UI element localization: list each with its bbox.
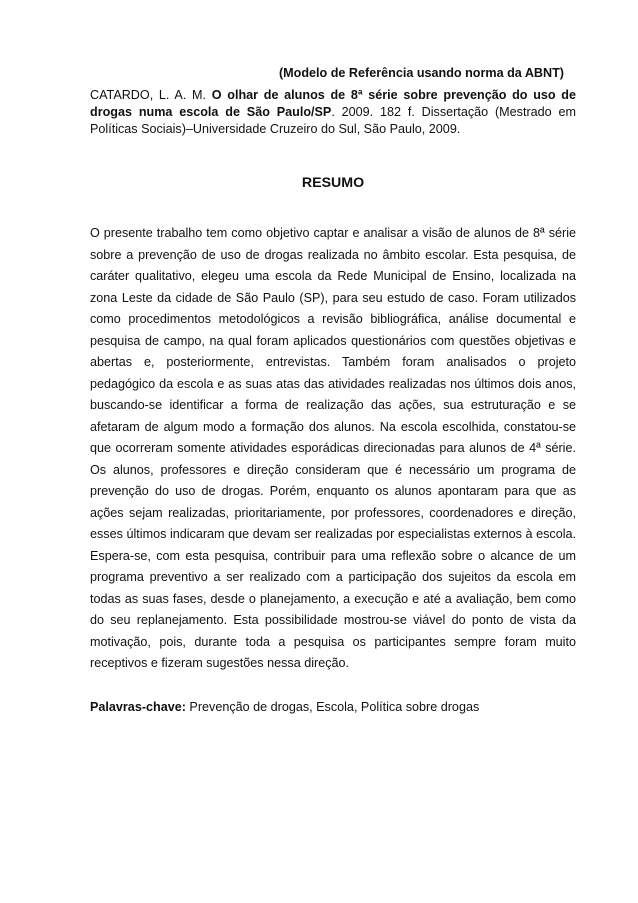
reference-authors: CATARDO, L. A. M. (90, 88, 207, 102)
document-page (90, 64, 576, 716)
keywords-line (90, 698, 576, 716)
section-title: RESUMO (301, 175, 365, 191)
reference-model-note: (Modelo de Referência usando norma da ABNT) (278, 66, 564, 80)
keywords-label: Palavras-chave: (90, 699, 186, 714)
bibliographic-reference (90, 87, 576, 138)
abstract-text: O presente trabalho tem como objetivo captar e analisar a visão de alunos de 8ª série sobre a prevenção de uso de drogas realizada no âmbito escolar. Esta pesquisa, de caráter qualitativo, elegeu uma escola da Rede Municipal de Ensino, localizada na zona Leste da cidade de São Paulo (SP), para seu estudo de caso. Foram utilizados como procedimentos metodológicos a revisão bibliográfica, análise documental e pesquisa de campo, na qual foram aplicados questionários com questões objetivas e abertas e, posteriormente, entrevistas. Também foram analisados o projeto pedagógico da escola e as suas atas das atividades realizadas nos últimos dois anos, buscando-se identificar a forma de realização das ações, sua estruturação e se afetaram de algum modo a formação dos alunos. Na escola escolhida, constatou-se que ocorreram somente atividades esporádicas direcionadas para alunos de 4ª série. Os alunos, professores e direção consideram que é necessário um programa de prevenção do uso de drogas. Porém, enquanto os alunos apontaram para que as ações sejam realizadas, prioritariamente, por professores, coordenadores e direção, esses últimos indicaram que devam ser realizadas por especialistas externos à escola. Espera-se, com esta pesquisa, contribuir para uma reflexão sobre o alcance de um programa preventivo a ser realizado com a participação dos sujeitos da escola em todas as suas fases, desde o planejamento, a execução e até a avaliação, bem como do seu replanejamento. Esta possibilidade mostrou-se viável do ponto de vista da motivação, pois, durante toda a pesquisa os participantes sempre foram muito receptivos e fizeram sugestões nessa direção. (90, 226, 576, 670)
reference-title: O olhar de alunos de 8ª série sobre prevenção do uso de drogas numa escola de São Paulo/SP (90, 88, 576, 119)
reference-details: . 2009. 182 f. Dissertação (Mestrado em Políticas Sociais)–Universidade Cruzeiro do Sul, São Paulo, 2009. (90, 105, 576, 136)
keywords-value: Prevenção de drogas, Escola, Política sobre drogas (185, 699, 480, 714)
